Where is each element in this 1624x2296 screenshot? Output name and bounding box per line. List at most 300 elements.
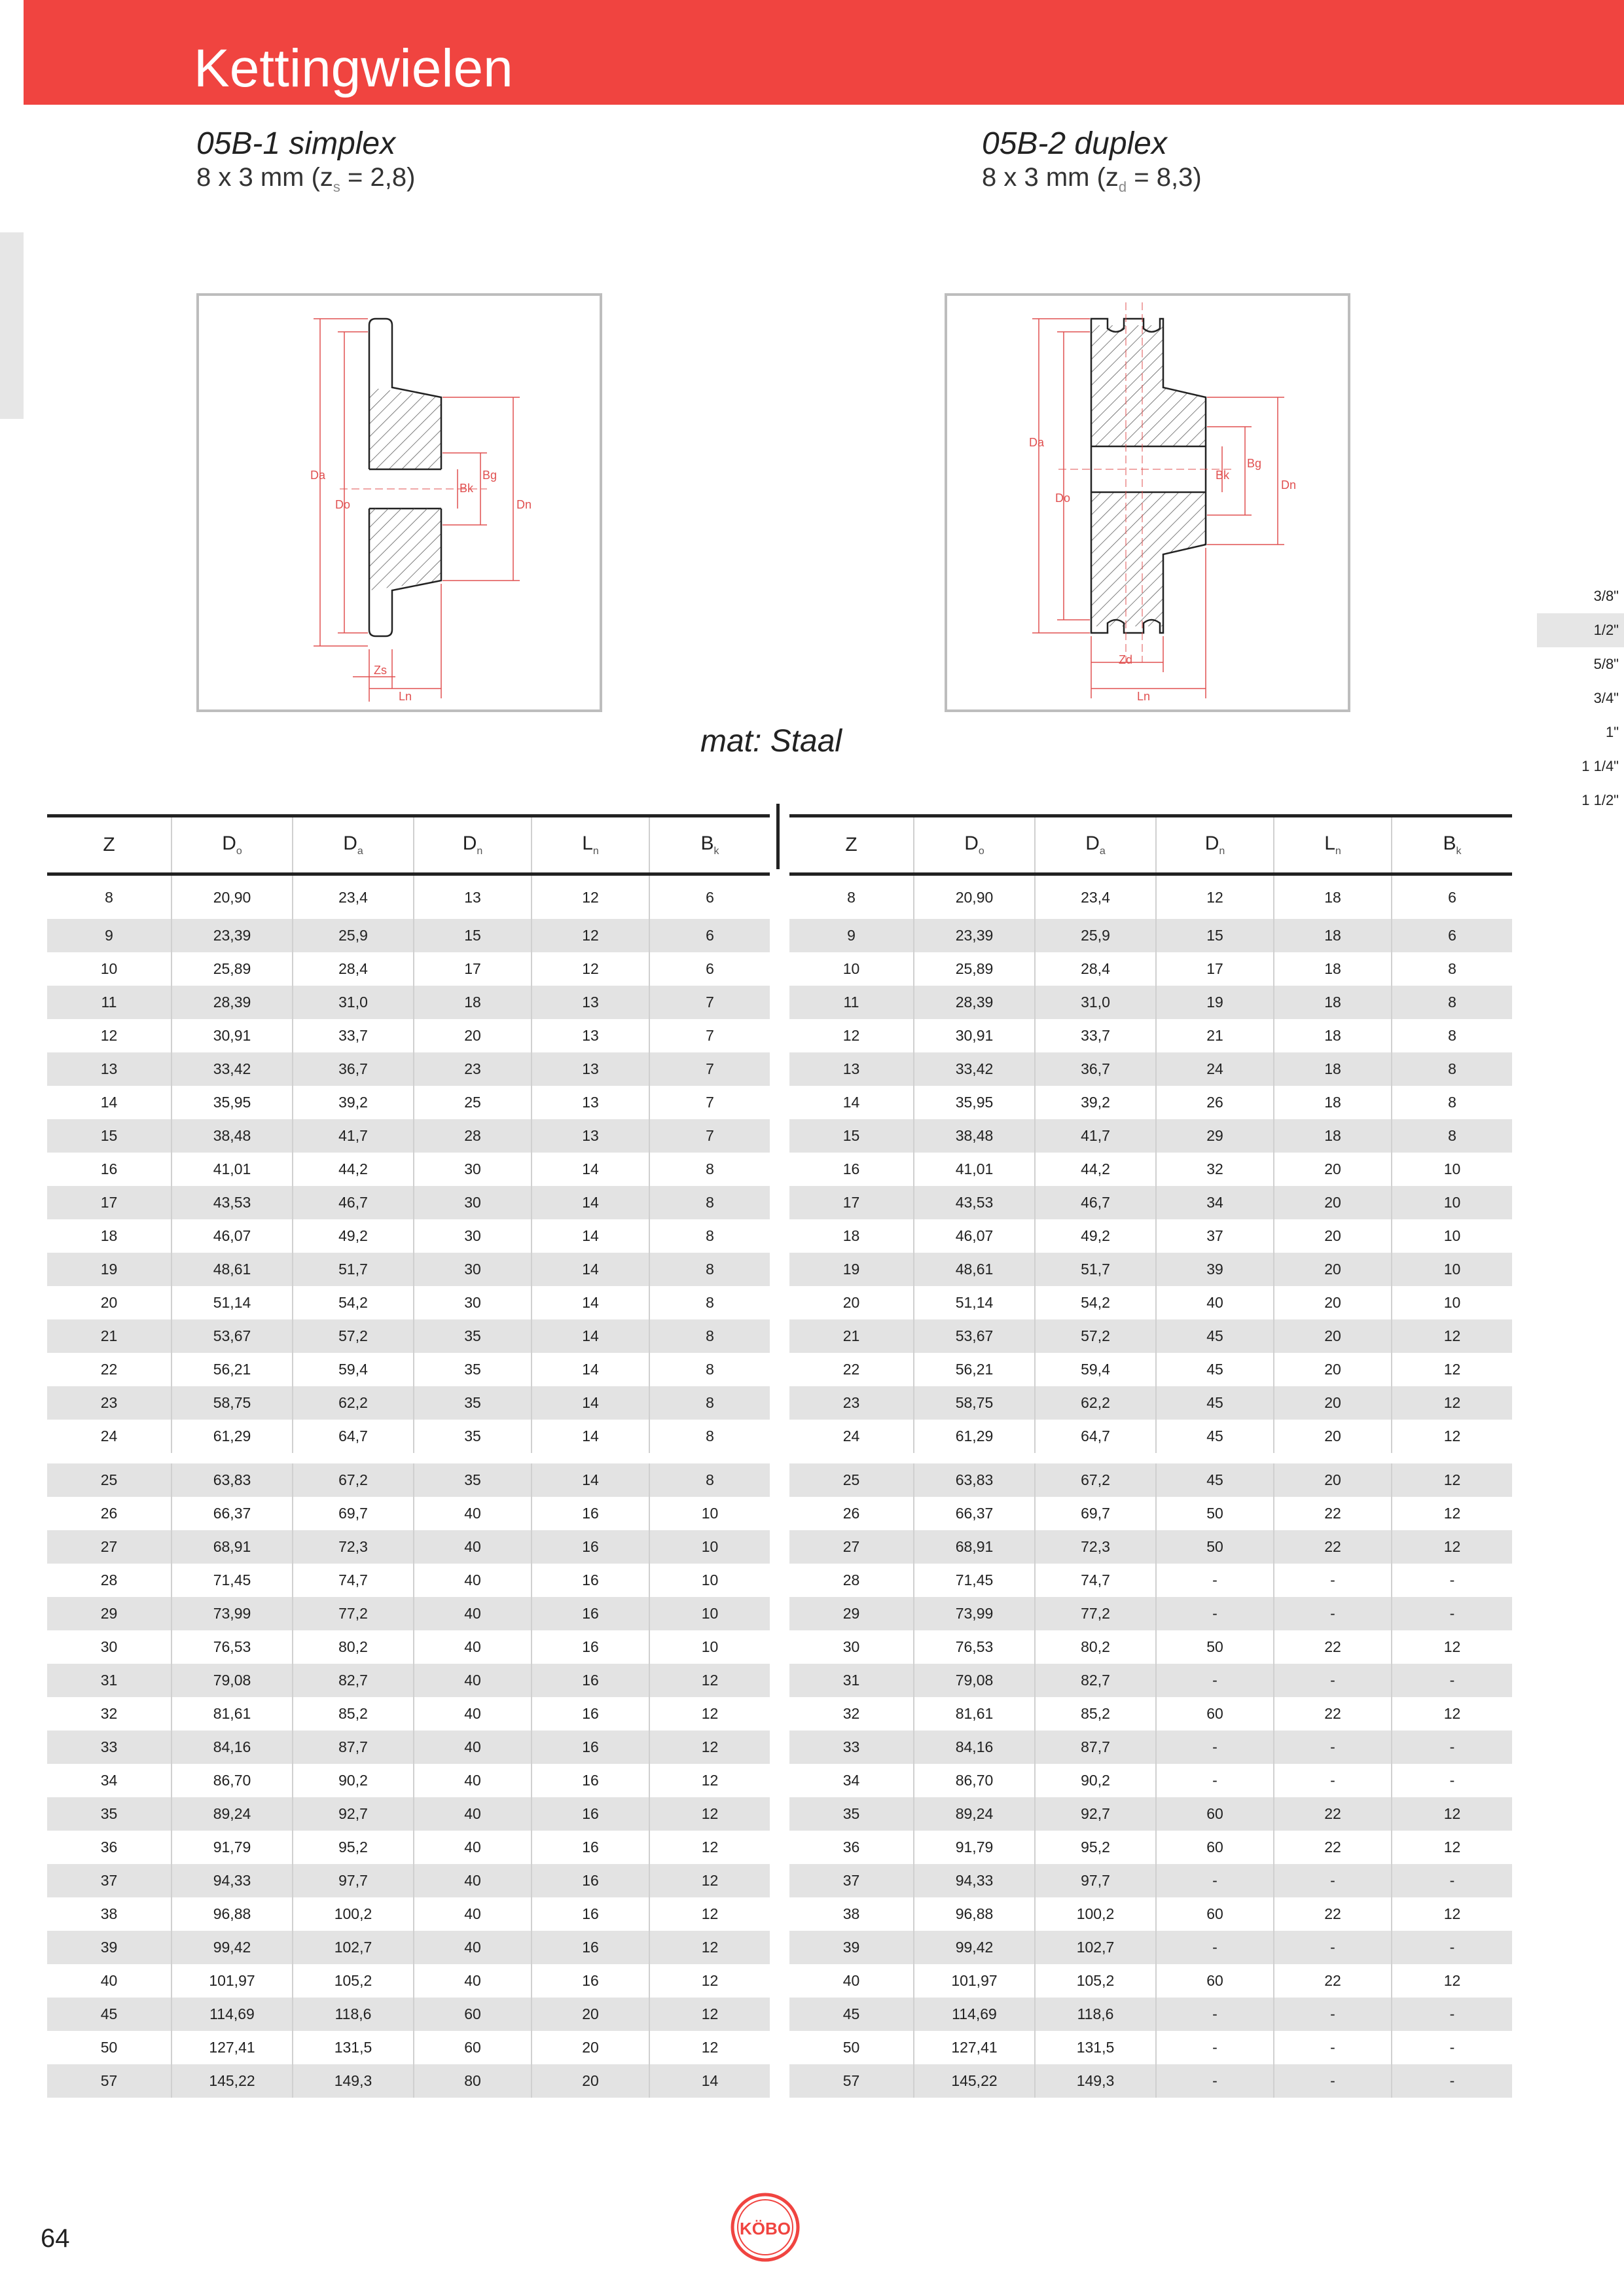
table-cell: 25 (789, 1458, 914, 1497)
table-cell: 105,2 (293, 1964, 414, 1998)
table-cell: 21 (47, 1319, 171, 1353)
table-cell: - (1156, 1864, 1274, 1897)
table-cell: 57,2 (1035, 1319, 1156, 1353)
table-cell: 49,2 (1035, 1219, 1156, 1253)
table-cell: 12 (649, 1764, 770, 1797)
table-cell: 23,39 (171, 919, 293, 952)
table-cell: 8 (649, 1186, 770, 1219)
table-cell: 39 (789, 1931, 914, 1964)
label-ln: Ln (1137, 690, 1151, 703)
column-header-subscript: n (1219, 846, 1225, 857)
table-cell: 21 (1156, 1019, 1274, 1052)
table-cell: 10 (649, 1497, 770, 1530)
table-cell: 18 (1274, 919, 1392, 952)
table-cell: 10 (649, 1564, 770, 1597)
table-cell: 43,53 (171, 1186, 293, 1219)
table-cell: 38,48 (914, 1119, 1035, 1153)
table-cell: 16 (100, 1160, 118, 1177)
table-cell: 12 (1392, 1319, 1512, 1353)
product-duplex-heading (982, 126, 1202, 196)
table-cell: 127,41 (914, 2031, 1035, 2064)
table-cell: 10 (1392, 1286, 1512, 1319)
table-cell: 14 (100, 1094, 118, 1111)
table-cell: 54,2 (293, 1286, 414, 1319)
table-cell: 86,70 (914, 1764, 1035, 1797)
table-row (789, 1664, 1512, 1697)
table-cell: 7 (649, 1086, 770, 1119)
table-cell: - (1274, 1564, 1392, 1597)
table-cell: 72,3 (293, 1530, 414, 1564)
table-row (47, 1052, 770, 1086)
table-cell: 8 (649, 1286, 770, 1319)
table-cell: 20,90 (171, 874, 293, 920)
table-cell: - (1392, 1864, 1512, 1897)
table-cell: 12 (532, 919, 649, 952)
table-cell: 20 (1274, 1420, 1392, 1458)
table-cell: 7 (649, 986, 770, 1019)
label-do: Do (335, 498, 351, 511)
table-row (47, 1119, 770, 1153)
table-cell: 10 (1392, 1253, 1512, 1286)
table-cell: 57 (789, 2064, 914, 2098)
table-cell: 22 (1274, 1497, 1392, 1530)
simplex-table (47, 817, 770, 2098)
table-cell: 79,08 (914, 1664, 1035, 1697)
table-row (789, 1286, 1512, 1319)
table-row (47, 2031, 770, 2064)
size-index-item[interactable]: 1 1/4" (1581, 758, 1619, 774)
table-cell: - (1392, 1731, 1512, 1764)
table-cell: 16 (532, 1964, 649, 1998)
table-row (789, 874, 1512, 920)
table-cell: 13 (532, 1119, 649, 1153)
table-cell: 40 (100, 1972, 118, 1989)
label-z: Zd (1119, 653, 1133, 666)
table-cell: 31,0 (1035, 986, 1156, 1019)
table-cell: 67,2 (1035, 1458, 1156, 1497)
table-cell: 101,97 (171, 1964, 293, 1998)
table-cell: 12 (1392, 1897, 1512, 1931)
table-cell: 8 (1392, 952, 1512, 986)
table-cell: 17 (414, 952, 532, 986)
table-cell: 23,4 (1035, 874, 1156, 920)
table-cell: 35 (414, 1458, 532, 1497)
table-cell: 40 (414, 1731, 532, 1764)
table-cell: 12 (649, 1998, 770, 2031)
table-cell: 6 (1392, 919, 1512, 952)
column-header-symbol: L (1324, 833, 1335, 854)
table-cell: 10 (842, 960, 860, 977)
table-cell: 12 (649, 1897, 770, 1931)
table-cell: 40 (414, 1597, 532, 1630)
column-header (1392, 817, 1512, 874)
table-cell: 16 (532, 1831, 649, 1864)
table-cell: 39 (47, 1931, 171, 1964)
table-cell: 77,2 (293, 1597, 414, 1630)
table-cell: - (1156, 1597, 1274, 1630)
table-row (47, 1998, 770, 2031)
table-cell: 31,0 (293, 986, 414, 1019)
table-cell: 25,89 (914, 952, 1035, 986)
table-cell: 99,42 (171, 1931, 293, 1964)
column-header (789, 817, 914, 874)
column-header-symbol: D (222, 833, 236, 854)
table-cell: 50 (1156, 1530, 1274, 1564)
table-cell: - (1392, 1597, 1512, 1630)
table-cell: 33,7 (293, 1019, 414, 1052)
table-cell: 30 (100, 1638, 118, 1655)
table-row (47, 1353, 770, 1386)
table-cell: 16 (532, 1731, 649, 1764)
table-cell: 37 (789, 1864, 914, 1897)
table-cell: 80 (414, 2064, 532, 2098)
table-cell: 20 (1274, 1153, 1392, 1186)
table-cell: 102,7 (1035, 1931, 1156, 1964)
table-cell: 24 (842, 1427, 860, 1444)
table-cell: 10 (649, 1530, 770, 1564)
table-cell: 14 (532, 1353, 649, 1386)
table-row (47, 874, 770, 920)
table-cell: 94,33 (914, 1864, 1035, 1897)
table-cell: - (1274, 1764, 1392, 1797)
product-name: 05B-1 simplex (196, 126, 396, 161)
table-cell: 62,2 (293, 1386, 414, 1420)
table-cell: 13 (414, 874, 532, 920)
table-cell: 8 (649, 1458, 770, 1497)
table-cell: 25 (414, 1086, 532, 1119)
table-cell: 82,7 (1035, 1664, 1156, 1697)
table-row (47, 1564, 770, 1597)
table-cell: 12 (1392, 1697, 1512, 1731)
table-row (47, 1219, 770, 1253)
table-cell: 81,61 (914, 1697, 1035, 1731)
table-cell: 127,41 (171, 2031, 293, 2064)
table-cell: 131,5 (293, 2031, 414, 2064)
table-cell: 35,95 (914, 1086, 1035, 1119)
size-index-item[interactable]: 1 1/2" (1581, 792, 1619, 808)
table-cell: 56,21 (914, 1353, 1035, 1386)
table-cell: 30 (414, 1219, 532, 1253)
table-cell: 15 (47, 1119, 171, 1153)
table-cell: 10 (1392, 1186, 1512, 1219)
table-row (789, 1897, 1512, 1931)
table-row (789, 1564, 1512, 1597)
product-simplex-heading (196, 126, 415, 196)
table-cell: 92,7 (293, 1797, 414, 1831)
table-row (47, 1386, 770, 1420)
table-row (47, 1153, 770, 1186)
table-cell: 13 (789, 1052, 914, 1086)
size-index-item[interactable]: 3/8" (1593, 588, 1619, 604)
table-cell: 12 (1392, 1353, 1512, 1386)
table-cell: 60 (1156, 1697, 1274, 1731)
table-cell: 20 (532, 2031, 649, 2064)
table-cell: 12 (1392, 1630, 1512, 1664)
table-cell: 20 (414, 1019, 532, 1052)
table-cell: 16 (532, 1764, 649, 1797)
column-header-subscript: o (236, 846, 242, 857)
table-row (47, 1530, 770, 1564)
table-cell: 16 (532, 1597, 649, 1630)
table-cell: 59,4 (293, 1353, 414, 1386)
table-cell: 58,75 (171, 1386, 293, 1420)
table-cell: - (1392, 2031, 1512, 2064)
table-cell: 12 (649, 1797, 770, 1831)
table-cell: 28,4 (293, 952, 414, 986)
column-header (293, 817, 414, 874)
table-cell: 46,7 (1035, 1186, 1156, 1219)
table-row (789, 2064, 1512, 2098)
table-cell: 46,7 (293, 1186, 414, 1219)
column-header-subscript: k (713, 846, 719, 857)
table-cell: 81,61 (171, 1697, 293, 1731)
table-cell: 68,91 (914, 1530, 1035, 1564)
table-cell: 64,7 (293, 1420, 414, 1458)
table-cell: - (1392, 1931, 1512, 1964)
table-cell: 17 (1156, 952, 1274, 986)
table-cell: 45 (1156, 1458, 1274, 1497)
table-row (47, 1797, 770, 1831)
table-cell: 6 (649, 919, 770, 952)
table-cell: 10 (649, 1597, 770, 1630)
column-header (171, 817, 293, 874)
table-cell: 114,69 (171, 1998, 293, 2031)
table-cell: 23 (414, 1052, 532, 1086)
table-cell: 9 (47, 919, 171, 952)
size-text: 8 x 3 mm (z (196, 163, 333, 192)
table-cell: 49,2 (293, 1219, 414, 1253)
table-row (47, 1497, 770, 1530)
table-cell: 45 (1156, 1319, 1274, 1353)
table-cell: - (1156, 2031, 1274, 2064)
table-cell: 91,79 (914, 1831, 1035, 1864)
table-cell: 12 (1392, 1497, 1512, 1530)
table-cell: 22 (100, 1361, 118, 1378)
table-cell: 94,33 (171, 1864, 293, 1897)
table-cell: 38,48 (171, 1119, 293, 1153)
table-cell: 16 (532, 1697, 649, 1731)
table-cell: 8 (649, 1319, 770, 1353)
table-cell: 41,01 (914, 1153, 1035, 1186)
table-cell: 22 (842, 1361, 860, 1378)
table-row (789, 1831, 1512, 1864)
simplex-drawing (196, 293, 602, 712)
table-cell: 73,99 (171, 1597, 293, 1630)
table-cell: 21 (789, 1319, 914, 1353)
table-row (789, 1864, 1512, 1897)
table-cell: 24 (1156, 1052, 1274, 1086)
table-cell: 40 (414, 1897, 532, 1931)
table-cell: 26 (842, 1505, 860, 1522)
column-header-symbol: D (343, 833, 357, 854)
table-cell: 69,7 (1035, 1497, 1156, 1530)
table-cell: 18 (414, 986, 532, 1019)
table-cell: 20 (532, 2064, 649, 2098)
table-cell: 96,88 (914, 1897, 1035, 1931)
table-cell: 89,24 (914, 1797, 1035, 1831)
table-cell: 14 (532, 1458, 649, 1497)
table-row (47, 1897, 770, 1931)
label-dn: Dn (516, 498, 532, 511)
table-cell: 29 (47, 1597, 171, 1630)
table-cell: 16 (532, 1630, 649, 1664)
table-cell: - (1156, 1998, 1274, 2031)
column-header-symbol: B (700, 833, 714, 854)
table-cell: 6 (1392, 874, 1512, 920)
table-cell: 60 (414, 1998, 532, 2031)
table-cell: 13 (532, 1086, 649, 1119)
table-cell: - (1392, 2064, 1512, 2098)
table-cell: 36,7 (293, 1052, 414, 1086)
table-row (47, 1186, 770, 1219)
table-cell: 28 (100, 1571, 118, 1588)
table-cell: 85,2 (293, 1697, 414, 1731)
table-row (789, 1386, 1512, 1420)
column-header-subscript: a (357, 846, 363, 857)
label-z: Zs (374, 664, 387, 677)
table-row (789, 1052, 1512, 1086)
table-cell: 8 (649, 1420, 770, 1458)
table-cell: 13 (47, 1052, 171, 1086)
table-cell: 149,3 (293, 2064, 414, 2098)
table-cell: 8 (649, 1353, 770, 1386)
table-cell: 43,53 (914, 1186, 1035, 1219)
size-index-item[interactable]: 1/2" (1537, 613, 1624, 647)
table-cell: 57,2 (293, 1319, 414, 1353)
table-cell: 18 (1274, 1019, 1392, 1052)
table-cell: 50 (842, 2039, 860, 2056)
size-value: = 2,8) (340, 163, 416, 192)
table-cell: 60 (1156, 1797, 1274, 1831)
table-cell: 28,39 (914, 986, 1035, 1019)
table-row (47, 1319, 770, 1353)
table-header-row (789, 817, 1512, 874)
table-row (47, 919, 770, 952)
table-cell: 8 (1392, 1019, 1512, 1052)
table-row (789, 1964, 1512, 1998)
table-cell: 100,2 (293, 1897, 414, 1931)
table-row (789, 1353, 1512, 1386)
table-row (789, 1998, 1512, 2031)
table-cell: - (1392, 1564, 1512, 1597)
size-text: 8 x 3 mm (z (982, 163, 1119, 192)
table-cell: 22 (1274, 1831, 1392, 1864)
table-cell: 26 (100, 1505, 118, 1522)
table-cell: 33 (789, 1731, 914, 1764)
chain-size-index (1537, 579, 1624, 817)
table-cell: 20 (100, 1294, 118, 1311)
table-cell: 86,70 (171, 1764, 293, 1797)
table-cell: 50 (100, 2039, 118, 2056)
table-cell: 60 (414, 2031, 532, 2064)
table-cell: 71,45 (914, 1564, 1035, 1597)
table-cell: 101,97 (914, 1964, 1035, 1998)
table-cell: 39 (1156, 1253, 1274, 1286)
column-header (649, 817, 770, 874)
table-cell: 82,7 (293, 1664, 414, 1697)
table-cell: 34 (100, 1772, 118, 1789)
table-cell: 60 (1156, 1897, 1274, 1931)
table-row (47, 1019, 770, 1052)
table-cell: 58,75 (914, 1386, 1035, 1420)
table-cell: 18 (842, 1227, 860, 1244)
column-header-symbol: B (1443, 833, 1456, 854)
table-cell: 46,07 (914, 1219, 1035, 1253)
table-cell: 23 (47, 1386, 171, 1420)
table-cell: 12 (1392, 1386, 1512, 1420)
table-row (47, 1664, 770, 1697)
table-row (47, 1864, 770, 1897)
table-cell: 20 (1274, 1386, 1392, 1420)
table-cell: 31 (47, 1664, 171, 1697)
table-cell: 35 (47, 1797, 171, 1831)
table-cell: 22 (1274, 1530, 1392, 1564)
table-row (47, 1253, 770, 1286)
size-index-item[interactable]: 1" (1605, 724, 1619, 740)
size-index-item[interactable]: 3/4" (1593, 690, 1619, 706)
table-cell: 40 (414, 1864, 532, 1897)
table-cell: - (1274, 1998, 1392, 2031)
table-cell: 29 (1156, 1119, 1274, 1153)
table-row (789, 1497, 1512, 1530)
table-cell: 22 (1274, 1964, 1392, 1998)
column-header (47, 817, 171, 874)
table-row (47, 952, 770, 986)
table-cell: 12 (1392, 1458, 1512, 1497)
table-cell: 145,22 (171, 2064, 293, 2098)
table-cell: 22 (1274, 1897, 1392, 1931)
table-cell: 66,37 (171, 1497, 293, 1530)
table-row (47, 1086, 770, 1119)
table-cell: 84,16 (171, 1731, 293, 1764)
table-cell: - (1274, 1864, 1392, 1897)
table-cell: 80,2 (293, 1630, 414, 1664)
table-cell: 40 (414, 1831, 532, 1864)
table-cell: 12 (1156, 874, 1274, 920)
column-header-symbol: Z (103, 834, 115, 855)
table-row (47, 1597, 770, 1630)
table-cell: 32 (100, 1705, 118, 1722)
size-index-item[interactable]: 5/8" (1593, 656, 1619, 672)
table-cell: 16 (532, 1897, 649, 1931)
table-cell: 8 (847, 888, 856, 906)
table-row (789, 1458, 1512, 1497)
column-header-symbol: D (964, 833, 979, 854)
table-cell: 74,7 (293, 1564, 414, 1597)
table-cell: 12 (1392, 1530, 1512, 1564)
column-header-symbol: D (462, 833, 477, 854)
table-cell: 13 (532, 1052, 649, 1086)
table-cell: 51,14 (914, 1286, 1035, 1319)
table-cell: 28,4 (1035, 952, 1156, 986)
table-cell: 36,7 (1035, 1052, 1156, 1086)
table-cell: 17 (789, 1186, 914, 1219)
table-cell: 16 (532, 1797, 649, 1831)
table-cell: 50 (1156, 1497, 1274, 1530)
label-bk: Bk (460, 482, 474, 495)
table-row (47, 1731, 770, 1764)
table-row (789, 1420, 1512, 1458)
table-cell: 12 (649, 1864, 770, 1897)
table-cell: 15 (1156, 919, 1274, 952)
table-cell: - (1274, 2031, 1392, 2064)
table-cell: 23 (789, 1386, 914, 1420)
table-cell: 145,22 (914, 2064, 1035, 2098)
table-cell: - (1392, 1664, 1512, 1697)
table-cell: 33,42 (171, 1052, 293, 1086)
table-cell: 12 (1392, 1797, 1512, 1831)
table-cell: 87,7 (1035, 1731, 1156, 1764)
